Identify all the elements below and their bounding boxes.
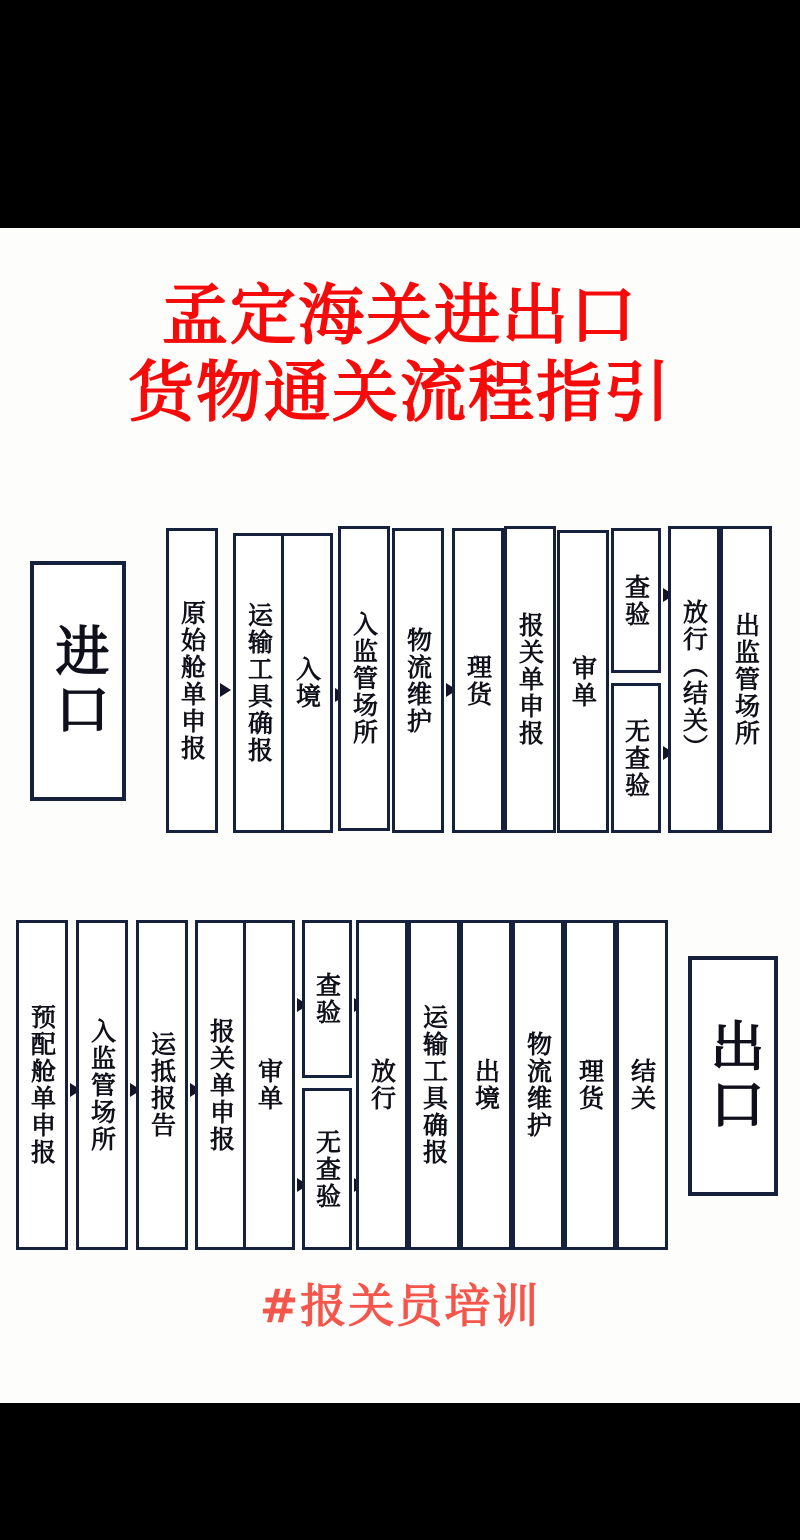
import-step-6-label: 报关单申报 <box>515 612 545 747</box>
import-step-0-label: 原始舱单申报 <box>177 599 207 762</box>
export-step-release-label: 放行 <box>367 1058 397 1112</box>
title-line-2: 货物通关流程指引 <box>128 354 672 432</box>
export-step-transport <box>408 920 460 1250</box>
import-step-3-label: 入监管场所 <box>349 611 379 746</box>
export-step-3 <box>195 920 247 1250</box>
export-step-transport-label: 运输工具确报 <box>419 1004 449 1166</box>
import-step-0 <box>166 528 218 833</box>
export-step-0-label: 预配舱单申报 <box>27 1004 57 1166</box>
import-step-5-label: 理货 <box>463 653 493 708</box>
export-step-2-label: 运抵报告 <box>147 1031 177 1139</box>
title-line-1: 孟定海关进出口 <box>162 277 638 354</box>
import-step-1 <box>233 533 285 833</box>
import-step-release-label: 放行（结关） <box>679 598 709 761</box>
export-step-settle-label: 结关 <box>627 1058 657 1112</box>
export-branch-inspect <box>302 920 352 1078</box>
export-step-settle <box>616 920 668 1250</box>
import-step-4-label: 物流维护 <box>403 626 433 735</box>
import-step-exit-yard <box>720 526 772 833</box>
import-step-2 <box>281 533 333 833</box>
import-branch-no-inspect-label: 无查验 <box>621 717 651 799</box>
export-step-4 <box>243 920 295 1250</box>
footer-hashtag: #报关员培训 <box>259 1279 541 1333</box>
import-step-1-label: 运输工具确报 <box>244 602 274 764</box>
import-step-6 <box>504 526 556 833</box>
export-step-2 <box>136 920 188 1250</box>
import-step-4 <box>392 528 444 833</box>
import-arrow-0 <box>220 683 231 697</box>
import-branch-inspect <box>611 528 661 673</box>
import-step-7-label: 审单 <box>568 654 598 709</box>
export-step-release <box>356 920 408 1250</box>
poster-sheet <box>0 228 800 1403</box>
export-step-depart <box>460 920 512 1250</box>
import-step-release <box>668 526 720 833</box>
page-title <box>0 277 800 432</box>
export-branch-no-inspect-label: 无查验 <box>312 1128 342 1210</box>
export-label-text: 出口 <box>702 1018 765 1134</box>
import-section-label <box>30 561 126 801</box>
export-step-tally <box>564 920 616 1250</box>
export-step-logistics-label: 物流维护 <box>523 1031 553 1139</box>
import-label-text: 进口 <box>47 623 110 739</box>
export-step-1-label: 入监管场所 <box>87 1017 117 1153</box>
export-branch-inspect-label: 查验 <box>312 972 342 1026</box>
export-step-0 <box>16 920 68 1250</box>
export-step-logistics <box>512 920 564 1250</box>
export-branch-no-inspect <box>302 1088 352 1250</box>
import-branch-inspect-label: 查验 <box>621 573 651 628</box>
import-step-3 <box>338 526 390 831</box>
import-step-5 <box>452 528 504 833</box>
import-branch-no-inspect <box>611 683 661 833</box>
export-step-depart-label: 出境 <box>471 1058 501 1112</box>
import-step-exit-yard-label: 出监管场所 <box>731 612 761 747</box>
export-step-tally-label: 理货 <box>575 1058 605 1112</box>
import-step-7 <box>557 530 609 833</box>
export-step-4-label: 审单 <box>254 1058 284 1112</box>
export-step-3-label: 报关单申报 <box>206 1017 236 1153</box>
export-section-label <box>688 956 778 1196</box>
export-step-1 <box>76 920 128 1250</box>
import-step-2-label: 入境 <box>292 656 322 710</box>
